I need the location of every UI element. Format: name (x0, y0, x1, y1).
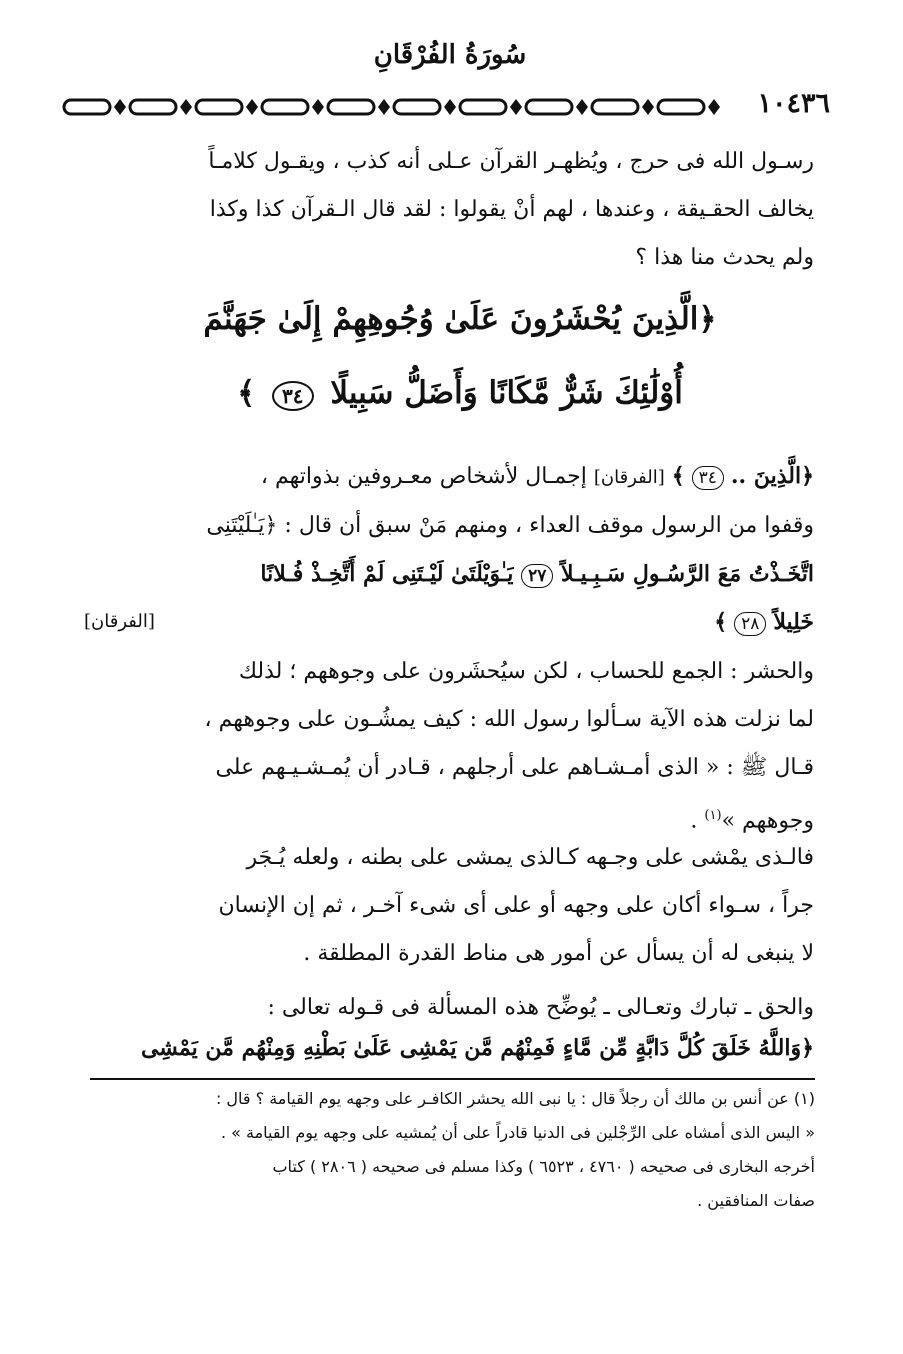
ornament-border-icon (60, 96, 740, 118)
text-line: لما نزلت هذه الآية سـألوا رسول الله : كيف يمشُـون على وجوههم ، (204, 707, 814, 732)
text-line: يخالف الحقـيقة ، وعندها ، لهم أنْ يقولوا : لقد قال الـقرآن كذا وكذا (209, 197, 814, 222)
footnote-line: أخرجه البخارى فى صحيحه ( ٤٧٦٠ ، ٦٥٢٣ ) وكذا مسلم فى صحيحه ( ٢٨٠٦ ) كتاب (272, 1157, 815, 1176)
text-line: ﴿وَاللَّهُ خَلَقَ كُلَّ دَابَّةٍ مِّن مَّاءٍ فَمِنْهُم مَّن يَمْشِى عَلَىٰ بَطْنِهِ وَمِنْهُم مَّن يَمْشِى (140, 1035, 814, 1061)
verse-number: ٣٤ (272, 381, 313, 411)
page-number: ١٠٤٣٦ (757, 88, 830, 119)
quran-quote: يَـٰوَيْلَتَىٰ لَيْـتَنِى لَمْ أَتَّخِـذْ فُـلانًا (260, 561, 514, 587)
footnote-divider (90, 1078, 815, 1080)
verse-number: ٢٨ (734, 612, 766, 636)
text-line: فالـذى يمْشى على وجـهه كـالذى يمشى على بطنه ، ولعله يُـجَر (246, 845, 814, 870)
paragraph-4 (84, 834, 814, 978)
text-line: لا ينبغى له أن يسأل عن أمور هى مناط القدرة المطلقة . (303, 941, 814, 966)
footnote-line: صفات المنافقين . (697, 1191, 815, 1210)
footnotes (90, 1082, 815, 1218)
close-bracket: ﴾ (714, 609, 728, 635)
header-row (60, 88, 850, 122)
footnote-line: (١) عن أنس بن مالك أن رجلاً قال : يا نبى الله يحشر الكافـر على وجهه يوم القيامة ؟ قال : (215, 1089, 815, 1108)
close-bracket: ﴾ (671, 463, 685, 489)
text-span: إجمـال لأشخاص معـروفين بذواتهم ، (260, 464, 587, 489)
paragraph-1 (84, 138, 814, 282)
text-line (84, 550, 814, 598)
verse-number: ٣٤ (692, 466, 724, 490)
text-line (84, 598, 814, 647)
verse-line-1: ﴿الَّذِينَ يُحْشَرُونَ عَلَىٰ وُجُوهِهِمْ إِلَىٰ جَهَنَّمَ (203, 301, 717, 337)
footnote-line: « اليس الذى أمشاه على الرِّجْلين فى الدنيا قادراً على أن يُمشيه على وجهه يوم القيامة » . (220, 1123, 815, 1142)
quran-verse-block (140, 282, 780, 430)
surah-title: سُورَةُ الفُرْقَانِ (373, 40, 527, 70)
paragraph-5 (84, 988, 814, 1068)
verse-line-2 (140, 356, 780, 430)
text-line (84, 452, 814, 502)
text-line: والحشر : الجمع للحساب ، لكن سيُحشَرون على وجوههم ؛ لذلك (238, 659, 814, 684)
text-span: وجوههم » (721, 808, 814, 834)
verse-close-bracket: ﴾ (237, 375, 256, 411)
paragraph-2 (84, 452, 814, 647)
text-line: وجوههم »$^{(١)}$ . (690, 808, 814, 834)
text-line: رسـول الله فى حرج ، ويُظهـر القرآن عـلى أنه كذب ، ويقـول كلامـاً (208, 149, 814, 174)
text-line: ولم يحدث منا هذا ؟ (635, 245, 814, 270)
footnote-ref: (١) (704, 808, 722, 823)
paragraph-3 (84, 648, 814, 845)
surah-reference: [الفرقان] (84, 611, 155, 632)
quran-quote: اتَّخَـذْتُ مَعَ الرَّسُـولِ سَـبِـيـلاً (561, 561, 814, 587)
text-line: قـال ﷺ : « الذى أمـشـاهم على أرجلهم ، قـادر أن يُمـشـيـهم على (215, 755, 814, 780)
text-line: والحق ـ تبارك وتعـالى ـ يُوضِّح هذه المسألة فى قـوله تعالى : (267, 995, 814, 1020)
text-line: وقفوا من الرسول موقف العداء ، ومنهم مَنْ سبق أن قال : ﴿يَـٰلَيْتَنِى (206, 513, 814, 538)
text-line: جراً ، سـواء أكان على وجهه أو على أى شىء آخـر ، ثم إن الإنسان (218, 893, 814, 918)
surah-reference: [الفرقان] (593, 467, 665, 488)
quoted-word: ﴿الَّذِينَ .. (730, 463, 814, 489)
quran-quote: خَلِيلاً (773, 609, 814, 635)
verse-line-2-text: أُوْلَٰئِكَ شَرٌّ مَّكَانًا وَأَضَلُّ سَبِيلًا (330, 375, 683, 411)
verse-number: ٢٧ (521, 564, 553, 588)
